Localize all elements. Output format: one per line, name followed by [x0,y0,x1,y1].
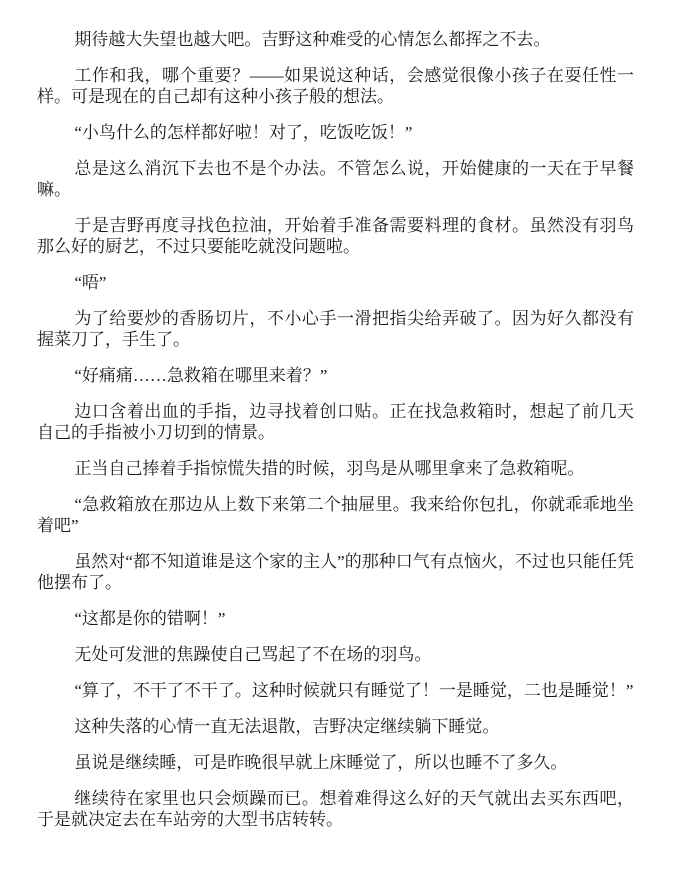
paragraph: 为了给要炒的香肠切片，不小心手一滑把指尖给弄破了。因为好久都没有握菜刀了，手生了。 [37,309,634,349]
paragraph-dialogue: “唔” [74,273,107,292]
paragraph: 边口含着出血的手指，边寻找着创口贴。正在找急救箱时，想起了前几天自己的手指被小刀切到的情景。 [37,402,634,442]
paragraph: 工作和我，哪个重要？——如果说这种话，会感觉很像小孩子在耍任性一样。可是现在的自己却有这种小孩子般的想法。 [37,66,634,106]
novel-text-body [37,29,634,830]
paragraph-dialogue: “急救箱放在那边从上数下来第二个抽屉里。我来给你包扎，你就乖乖地坐着吧” [37,495,634,535]
paragraph-dialogue: “算了，不干了不干了。这种时候就只有睡觉了！一是睡觉，二也是睡觉！” [74,681,634,700]
paragraph: 虽说是继续睡，可是昨晚很早就上床睡觉了，所以也睡不了多久。 [74,753,568,772]
paragraph-dialogue: “小鸟什么的怎样都好啦！对了，吃饭吃饭！” [74,123,413,142]
paragraph: 正当自己捧着手指惊慌失措的时候，羽鸟是从哪里拿来了急救箱呢。 [74,459,585,478]
paragraph: 期待越大失望也越大吧。吉野这种难受的心情怎么都挥之不去。 [74,30,551,49]
paragraph-dialogue: “好痛痛……急救箱在哪里来着？” [74,366,328,385]
paragraph: 虽然对“都不知道谁是这个家的主人”的那种口气有点恼火，不过也只能任凭他摆布了。 [37,552,634,592]
paragraph: 无处可发泄的焦躁使自己骂起了不在场的羽鸟。 [74,645,432,664]
paragraph-dialogue: “这都是你的错啊！” [74,609,226,628]
paragraph: 这种失落的心情一直无法退散，吉野决定继续躺下睡觉。 [74,717,500,736]
paragraph: 总是这么消沉下去也不是个办法。不管怎么说，开始健康的一天在于早餐嘛。 [37,159,634,199]
paragraph: 于是吉野再度寻找色拉油，开始着手准备需要料理的食材。虽然没有羽鸟那么好的厨艺，不过只要能吃就没问题啦。 [37,216,634,256]
paragraph: 继续待在家里也只会烦躁而已。想着难得这么好的天气就出去买东西吧，于是就决定去在车站旁的大型书店转转。 [37,789,634,829]
